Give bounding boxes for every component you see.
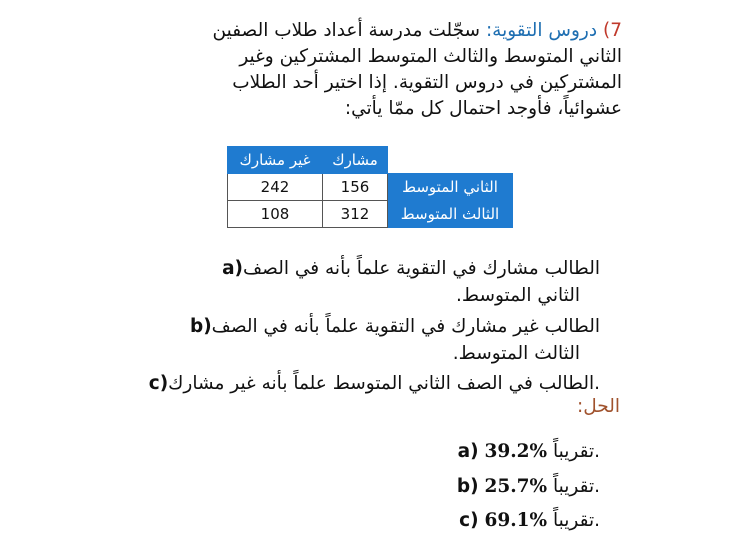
question-a-text: الطالب مشارك في التقوية علماً بأنه في الصف [243,258,600,279]
answer-b-text: تقريباً. [553,476,600,497]
data-table [227,146,513,228]
question-b [184,313,600,367]
answer-b-value: 25.7% [484,476,548,497]
problem-statement [152,18,622,122]
answer-c-value: 69.1% [484,510,548,531]
row-label-grade2: الثاني المتوسط [388,174,513,201]
header-participant: مشارك [323,147,388,174]
question-b-line-1 [184,316,600,337]
cell-grade2-non-participant: 242 [228,174,323,201]
answer-a-label: a) [457,441,479,462]
question-a-line-2: الثاني المتوسط. [456,285,580,306]
question-a-label: a) [222,258,244,279]
question-a [216,255,600,309]
problem-line-3: المشتركين في دروس التقوية. إذا اختير أحد الطلاب [232,72,622,93]
answer-b-label: b) [456,476,479,497]
question-b-text: الطالب غير مشارك في التقوية علماً بأنه في الصف [211,316,600,337]
answer-a-text: تقريباً. [553,441,600,462]
answer-a [452,439,600,465]
table-header-row [228,147,513,174]
problem-line-2: الثاني المتوسط والثالث المتوسط المشتركين وغير [239,46,622,67]
problem-line-4: عشوائياً، فأوجد احتمال كل ممّا يأتي: [344,98,622,119]
problem-number: 7) [603,20,622,41]
cell-grade3-participant: 312 [323,201,388,228]
answer-c-text: تقريباً. [553,510,600,531]
table-row [228,201,513,228]
question-b-label: b) [189,316,212,337]
problem-text-1: سجّلت مدرسة أعداد طلاب الصفين [212,20,481,41]
answer-c-label: c) [459,510,479,531]
question-c-text: الطالب في الصف الثاني المتوسط علماً بأنه غير مشارك. [168,373,600,394]
header-empty-corner [388,147,513,174]
question-b-line-2: الثالث المتوسط. [452,343,580,364]
question-c-label: c) [148,373,169,394]
table-row [228,174,513,201]
answer-c [453,508,600,534]
answer-a-value: 39.2% [484,441,548,462]
answer-b [451,474,600,500]
question-c [143,370,600,397]
row-label-grade3: الثالث المتوسط [388,201,513,228]
problem-topic: دروس التقوية: [485,20,598,41]
cell-grade2-participant: 156 [323,174,388,201]
problem-line-1 [152,18,622,44]
cell-grade3-non-participant: 108 [228,201,323,228]
solution-label: الحل: [577,396,620,417]
header-non-participant: غير مشارك [228,147,323,174]
question-a-line-1 [216,258,600,279]
